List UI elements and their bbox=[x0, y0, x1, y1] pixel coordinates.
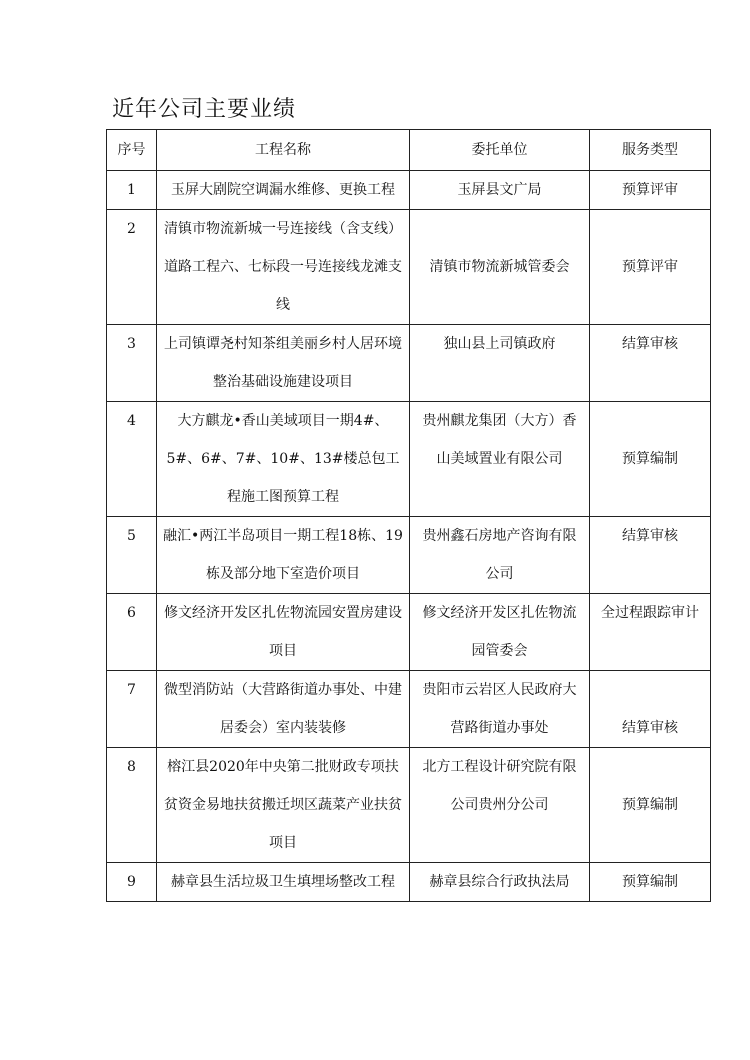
row-index: 4 bbox=[107, 402, 157, 517]
service-type: 结算审核 bbox=[590, 671, 711, 748]
table-row bbox=[107, 594, 711, 671]
header-name: 工程名称 bbox=[157, 130, 410, 171]
project-name: 融汇•两江半岛项目一期工程18栋、19栋及部分地下室造价项目 bbox=[157, 517, 410, 594]
client-name: 贵州麒龙集团（大方）香山美域置业有限公司 bbox=[410, 402, 590, 517]
service-type: 全过程跟踪审计 bbox=[590, 594, 711, 671]
service-type: 预算编制 bbox=[590, 863, 711, 902]
header-type: 服务类型 bbox=[590, 130, 711, 171]
service-type: 结算审核 bbox=[590, 517, 711, 594]
table-row bbox=[107, 171, 711, 210]
service-type: 结算审核 bbox=[590, 325, 711, 402]
service-type: 预算编制 bbox=[590, 748, 711, 863]
client-name: 赫章县综合行政执法局 bbox=[410, 863, 590, 902]
table-row bbox=[107, 671, 711, 748]
row-index: 6 bbox=[107, 594, 157, 671]
row-index: 7 bbox=[107, 671, 157, 748]
project-name: 大方麒龙•香山美域项目一期4#、5#、6#、7#、10#、13#楼总包工程施工图预算工程 bbox=[157, 402, 410, 517]
table-row bbox=[107, 748, 711, 863]
client-name: 贵阳市云岩区人民政府大营路街道办事处 bbox=[410, 671, 590, 748]
row-index: 5 bbox=[107, 517, 157, 594]
client-name: 修文经济开发区扎佐物流园管委会 bbox=[410, 594, 590, 671]
project-name: 微型消防站（大营路街道办事处、中建居委会）室内装装修 bbox=[157, 671, 410, 748]
project-name: 榕江县2020年中央第二批财政专项扶贫资金易地扶贫搬迁坝区蔬菜产业扶贫项目 bbox=[157, 748, 410, 863]
service-type: 预算编制 bbox=[590, 402, 711, 517]
service-type: 预算评审 bbox=[590, 171, 711, 210]
row-index: 8 bbox=[107, 748, 157, 863]
project-name: 赫章县生活垃圾卫生填埋场整改工程 bbox=[157, 863, 410, 902]
client-name: 北方工程设计研究院有限公司贵州分公司 bbox=[410, 748, 590, 863]
client-name: 清镇市物流新城管委会 bbox=[410, 210, 590, 325]
page-title: 近年公司主要业绩 bbox=[112, 97, 297, 122]
client-name: 玉屏县文广局 bbox=[410, 171, 590, 210]
service-type: 预算评审 bbox=[590, 210, 711, 325]
project-name: 清镇市物流新城一号连接线（含支线）道路工程六、七标段一号连接线龙滩支线 bbox=[157, 210, 410, 325]
row-index: 3 bbox=[107, 325, 157, 402]
client-name: 贵州鑫石房地产咨询有限公司 bbox=[410, 517, 590, 594]
table-row bbox=[107, 325, 711, 402]
table-header-row bbox=[107, 130, 711, 171]
client-name: 独山县上司镇政府 bbox=[410, 325, 590, 402]
project-name: 玉屏大剧院空调漏水维修、更换工程 bbox=[157, 171, 410, 210]
row-index: 9 bbox=[107, 863, 157, 902]
performance-table bbox=[106, 129, 711, 902]
project-name: 上司镇谭尧村知茶组美丽乡村人居环境整治基础设施建设项目 bbox=[157, 325, 410, 402]
header-index: 序号 bbox=[107, 130, 157, 171]
table-row bbox=[107, 402, 711, 517]
project-name: 修文经济开发区扎佐物流园安置房建设项目 bbox=[157, 594, 410, 671]
row-index: 2 bbox=[107, 210, 157, 325]
table-row bbox=[107, 517, 711, 594]
table-row bbox=[107, 863, 711, 902]
header-client: 委托单位 bbox=[410, 130, 590, 171]
row-index: 1 bbox=[107, 171, 157, 210]
table-row bbox=[107, 210, 711, 325]
